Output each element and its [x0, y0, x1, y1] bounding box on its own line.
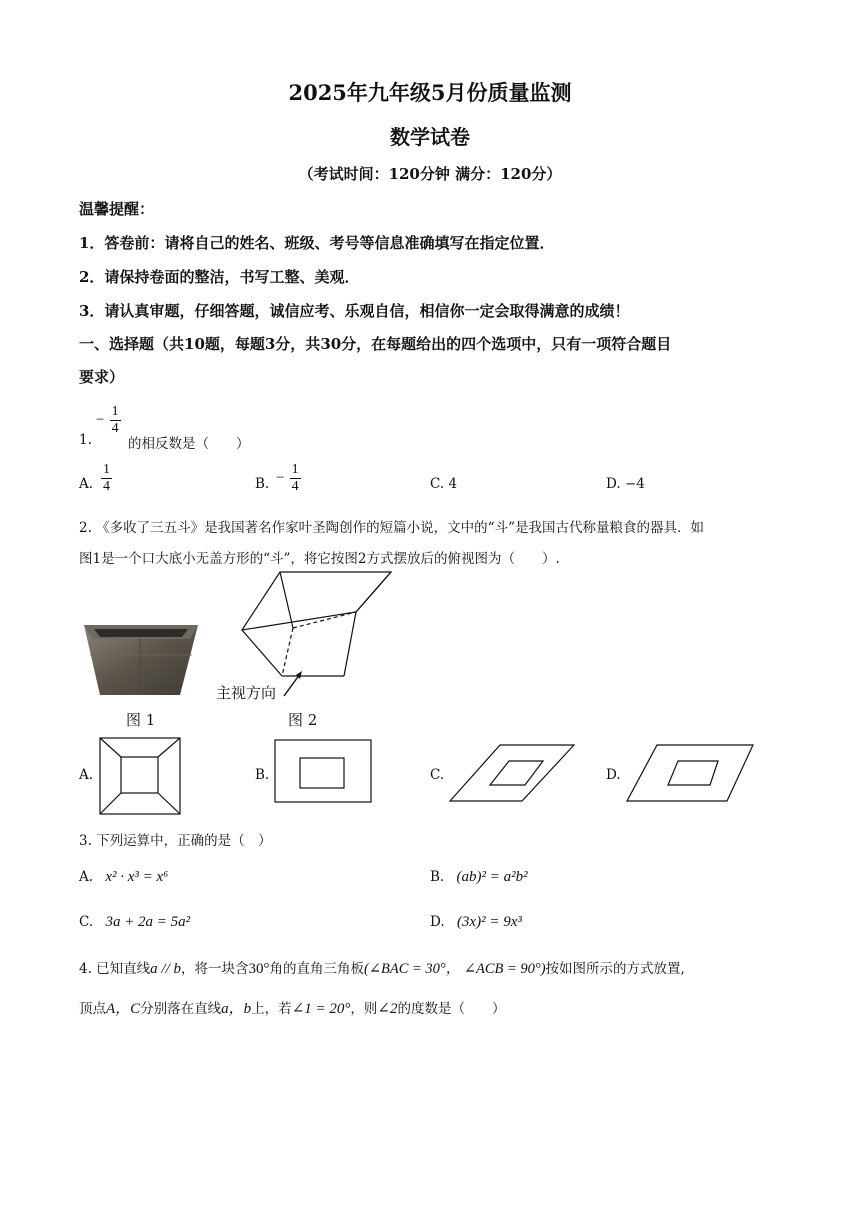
q1-option-c-value: 4: [448, 476, 458, 492]
q4-stem-line1: [79, 957, 685, 978]
view-direction-arrow-icon: [272, 670, 312, 700]
q4-l1-expr3: (∠BAC = 30°， ∠ACB = 90°): [364, 961, 546, 977]
q3-option-d: [430, 914, 522, 931]
q3-stem: 3. 下列运算中，正确的是（ ）: [79, 833, 272, 849]
q3-option-b-label: B.: [430, 869, 445, 885]
q1-frac-num: 1: [111, 404, 119, 419]
dou-photo-image: [80, 615, 200, 697]
q3-option-d-label: D.: [430, 914, 445, 930]
figure-2-label: 图 2: [288, 711, 318, 729]
q3-option-b-expr: (ab)² = a²b²: [456, 869, 528, 885]
q4-l2-expr1: A，C: [106, 1001, 141, 1017]
q1-stem-text: 的相反数是（ ）: [128, 436, 250, 452]
q3-option-a-expr: x² · x³ = x⁶: [105, 869, 169, 885]
q1-option-d: [606, 476, 645, 492]
q1-frac-den: 4: [111, 421, 119, 436]
q1-option-d-value: −4: [624, 476, 645, 492]
q4-l1-expr1: a // b: [150, 961, 182, 977]
q2-option-a-label: A.: [79, 767, 94, 783]
q3-option-a: [79, 869, 168, 886]
q1-option-a-label: A.: [79, 476, 94, 492]
q1-option-b-label: B.: [255, 476, 270, 492]
q4-l1-expr2: 30°: [248, 961, 270, 977]
exam-title: 2025年九年级5月份质量监测: [288, 80, 572, 105]
tips-heading: 温馨提醒：: [79, 200, 155, 218]
q3-option-a-label: A.: [79, 869, 94, 885]
q4-l1-c: 角的直角三角板: [269, 961, 365, 977]
q4-l1-d: 按如图所示的方式放置,: [545, 961, 685, 977]
exam-subtitle: 数学试卷: [390, 125, 470, 149]
q1-a-den: 4: [103, 479, 110, 494]
exam-info: （考试时间：120分钟 满分：120分）: [298, 165, 562, 183]
tip-item-3: 3．请认真审题，仔细答题，诚信应考、乐观自信，相信你一定会取得满意的成绩！: [79, 302, 630, 320]
q1-option-a-value: [101, 462, 112, 495]
q4-l2-c: 上，若: [251, 1001, 292, 1017]
q4-stem-line2: [79, 997, 505, 1018]
q3-option-b: [430, 869, 528, 886]
dou-wireframe-figure: [236, 570, 396, 682]
q4-l2-b: 分别落在直线: [140, 1001, 222, 1017]
q3-option-c: [79, 914, 190, 931]
q1-option-c-label: C.: [430, 476, 445, 492]
q3-option-d-expr: (3x)² = 9x³: [456, 914, 522, 930]
q4-l1-a: 4. 已知直线: [79, 961, 151, 977]
q4-l2-a: 顶点: [79, 1001, 106, 1017]
q1-number: 1.: [79, 432, 92, 448]
q2-option-d-figure: [626, 743, 754, 803]
tip-item-2: 2．请保持卷面的整洁，书写工整、美观．: [79, 268, 360, 286]
figure-1-label: 图 1: [126, 711, 156, 729]
q2-option-b-figure: [274, 739, 372, 803]
section1-heading-line2: 要求）: [79, 368, 125, 386]
q4-l1-b: ，将一块含: [181, 961, 249, 977]
q2-option-c-figure: [449, 743, 575, 803]
section1-heading-line1: 一、选择题（共10题，每题3分，共30分，在每题给出的四个选项中，只有一项符合题目: [79, 335, 672, 353]
q1-fraction: [96, 404, 121, 437]
q2-stem-line1: 2. 《多收了三五斗》是我国著名作家叶圣陶创作的短篇小说，文中的“斗”是我国古代称量粮食的器具．如: [79, 520, 704, 536]
q2-stem-line2: 图1是一个口大底小无盖方形的“斗”，将它按图2方式摆放后的俯视图为（ ）.: [79, 551, 560, 567]
q4-l2-e: 的度数是（ ）: [397, 1001, 506, 1017]
q4-l2-expr2: a，b: [221, 1001, 252, 1017]
q1-b-sign: −: [276, 470, 285, 486]
q4-l2-expr3: ∠1 = 20°: [291, 1001, 351, 1017]
q1-b-den: 4: [291, 479, 299, 494]
q3-option-c-expr: 3a + 2a = 5a²: [105, 914, 191, 930]
q1-option-d-label: D.: [606, 476, 621, 492]
q4-l2-expr4: ∠2: [377, 1001, 398, 1017]
q2-option-b-label: B.: [255, 767, 270, 783]
q2-option-c-label: C.: [430, 767, 445, 783]
q1-b-num: 1: [291, 462, 299, 477]
tip-item-1: 1．答卷前：请将自己的姓名、班级、考号等信息准确填写在指定位置．: [79, 234, 555, 252]
q3-option-c-label: C.: [79, 914, 94, 930]
view-direction-label: 主视方向: [216, 684, 277, 702]
q1-frac: [110, 404, 121, 437]
q1-a-num: 1: [103, 462, 110, 477]
q1-option-b-value: [276, 462, 301, 495]
q1-frac-sign: −: [96, 412, 105, 428]
q4-l2-d: ，则: [350, 1001, 378, 1017]
q2-option-a-figure: [99, 737, 181, 815]
q1-option-c: [430, 476, 457, 492]
q2-option-d-label: D.: [606, 767, 621, 783]
